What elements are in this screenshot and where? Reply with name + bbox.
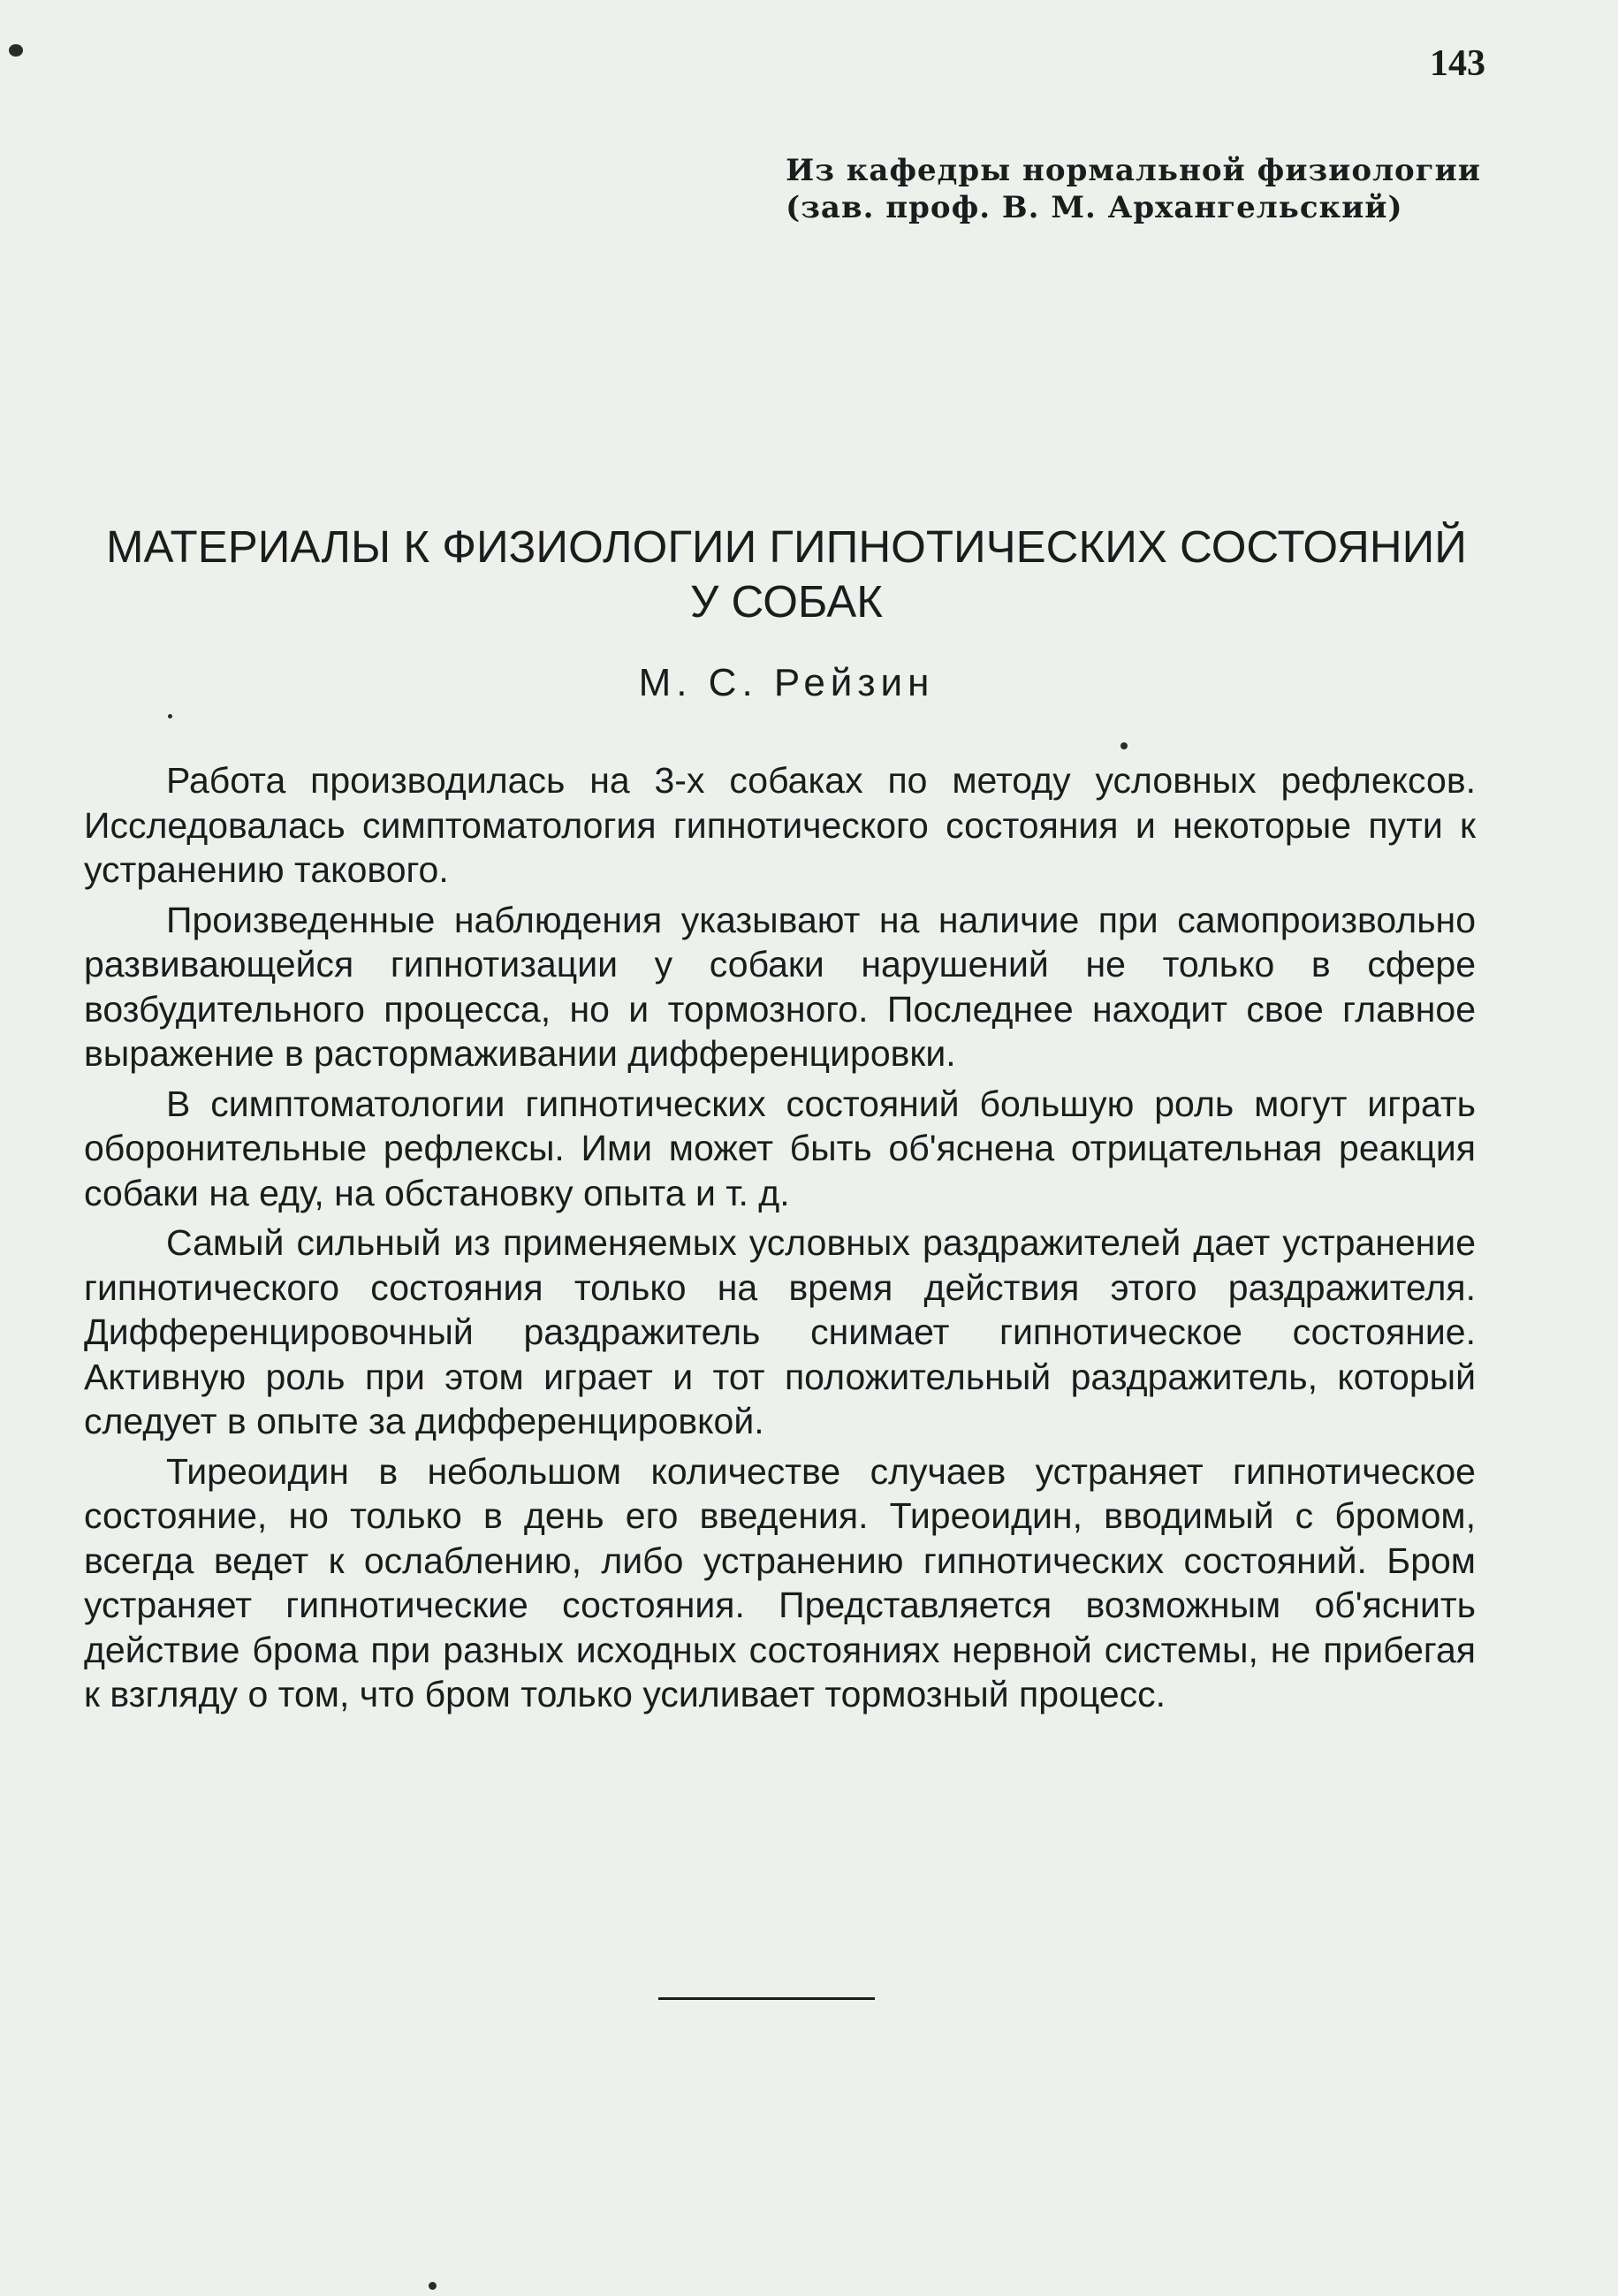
end-rule [658,1997,875,2000]
paragraph-5: Тиреоидин в небольшом количестве случаев устраняет гипнотическое состояние, но только в день его введения. Тиреоидин, вводимый с бромом, всегда ведет к ослаблению, либо устранению гипнотических состояний. Бром устраняет гипнотические состояния. Представляется возможным об'яснить действие брома при разных исходных состояниях нервной системы, не прибегая к взгляду о том, что бром только усиливает тормозный процесс. [84,1450,1476,1714]
print-speck [168,714,172,718]
article-author: М. С. Рейзин [638,661,935,704]
paragraph-3: В симптоматологии гипнотических состояний большую роль могут играть оборонительные рефлексы. Ими может быть об'яснена отрицательная реакция собаки на еду, на обстановку опыта и т. д. [84,1083,1476,1213]
affiliation [786,152,1481,226]
page-number: 143 [1430,43,1485,84]
paragraph-2: Произведенные наблюдения указывают на наличие при самопроизвольно развивающейся гипнотизации у собаки нарушений не только в сфере возбудительного процесса, но и тормозного. Последнее находит свое главное выражение в растормаживании дифференцировки. [84,899,1476,1074]
affiliation-line-1: Из кафедры нормальной физиологии [786,153,1481,188]
affiliation-line-2: (зав. проф. В. М. Архангельский) [786,190,1403,225]
article-body [84,758,1476,1722]
print-speck [1120,742,1128,749]
paragraph-4: Самый сильный из применяемых условных раздражителей дает устранение гипнотического состояния только на время действия этого раздражителя. Дифференцировочный раздражитель снимает гипнотическое состояние. Активную роль при этом играет и тот положительный раздражитель, который следует в опыте за дифференцировкой. [84,1222,1476,1441]
print-speck [429,2282,437,2290]
article-title [80,520,1493,629]
print-speck [9,44,23,57]
paragraph-1: Работа производилась на 3-х собаках по методу условных рефлексов. Исследовалась симптоматология гипнотического состояния и некоторые пути к устранению такового. [84,760,1476,890]
article-title-line-2: У СОБАК [689,576,884,627]
article-title-line-1: МАТЕРИАЛЫ К ФИЗИОЛОГИИ ГИПНОТИЧЕСКИХ СОСТОЯНИЙ [106,521,1467,572]
